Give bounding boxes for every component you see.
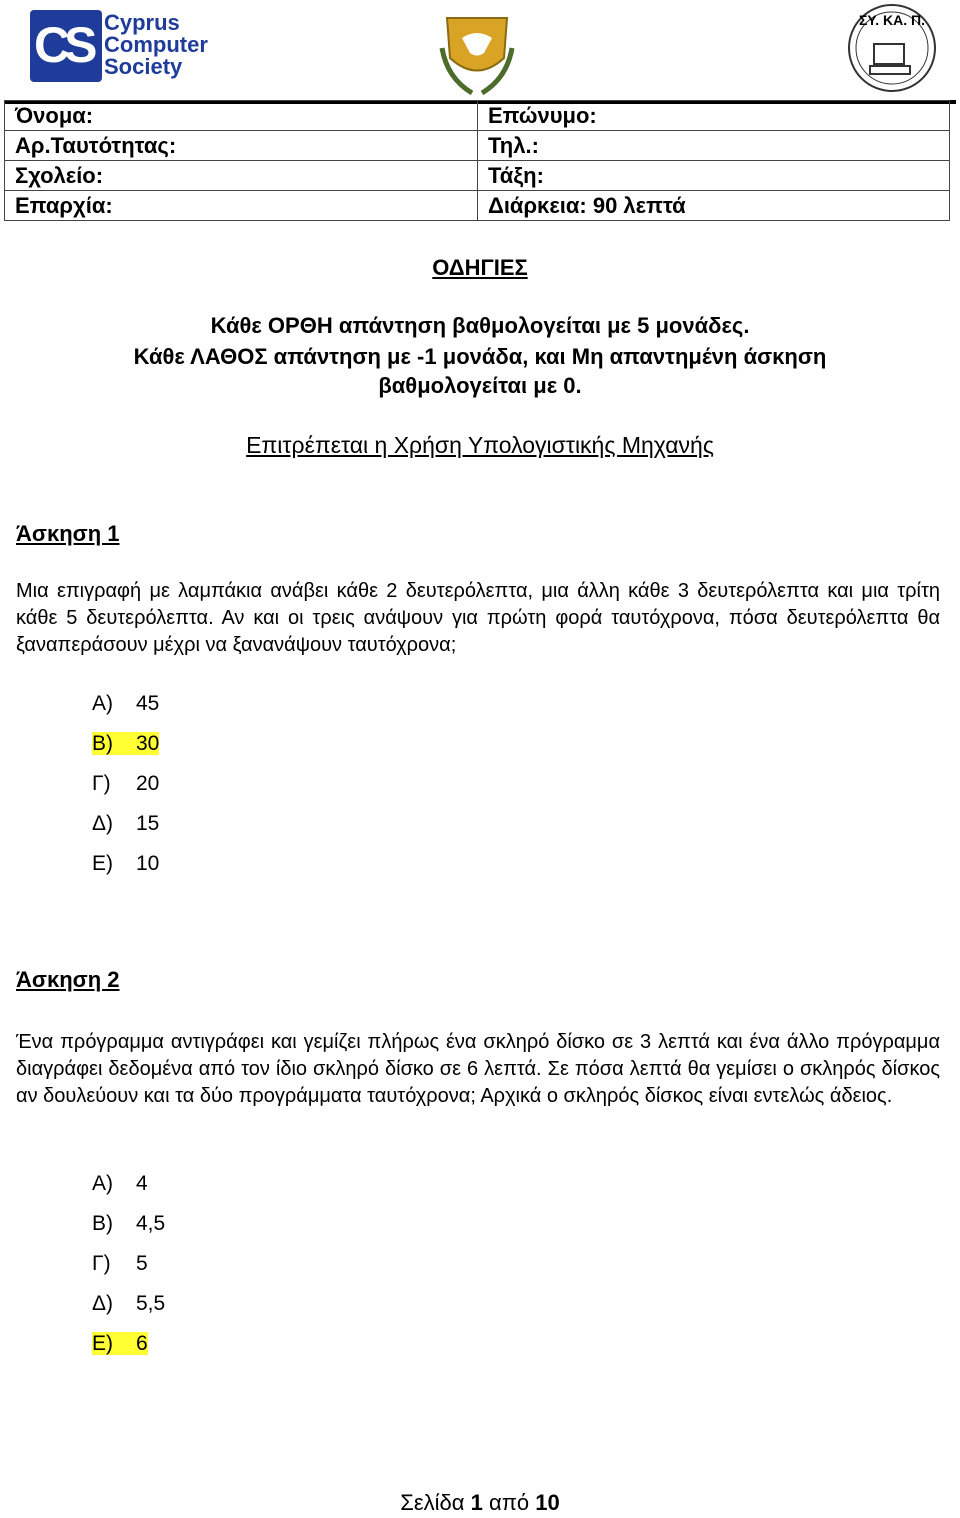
question-1-text: Μια επιγραφή με λαμπάκια ανάβει κάθε 2 δευτερόλεπτα, μια άλλη κάθε 3 δευτερόλεπτα και μια τρίτη κάθε 5 δευτερόλεπτα. Αν και οι τρεις ανάψουν για πρώτη φορά ταυτόχρονα, πόσα δευτερόλεπτα θα ξαναπεράσουν μέχρι να ξανανάψουν ταυτόχρονα; (16, 580, 940, 656)
sykap-emblem (846, 2, 938, 94)
option-c[interactable] (92, 1250, 165, 1278)
district-label: Επαρχία: (5, 191, 478, 221)
option-label: Α) (92, 1172, 113, 1195)
option-label: Α) (92, 692, 113, 715)
option-e-correct[interactable] (92, 1330, 165, 1358)
option-a[interactable] (92, 1170, 165, 1198)
duration-label: Διάρκεια: 90 λεπτά (478, 191, 950, 221)
option-value: 45 (136, 692, 160, 715)
table-row (5, 161, 950, 191)
footer-separator: από (482, 1490, 536, 1515)
student-info-table (4, 100, 950, 221)
cyprus-coat-of-arms-icon (432, 8, 522, 98)
calculator-notice: Επιτρέπεται η Χρήση Υπολογιστικής Μηχανής (246, 432, 714, 458)
option-label: Γ) (92, 1252, 111, 1275)
table-row (5, 101, 950, 131)
option-value: 20 (136, 772, 160, 795)
option-label: Ε) (92, 852, 113, 875)
id-number-label: Αρ.Ταυτότητας: (5, 131, 478, 161)
footer-prefix: Σελίδα (400, 1490, 471, 1515)
sykap-emblem-text: ΣΥ. ΚΑ. Π. (859, 12, 925, 28)
option-d[interactable] (92, 1290, 165, 1318)
instructions-title: ΟΔΗΓΙΕΣ (432, 255, 528, 280)
cyprus-computer-society-logo (30, 8, 210, 88)
class-label: Τάξη: (478, 161, 950, 191)
logo-line-1: Cyprus (104, 10, 180, 35)
option-value: 4 (136, 1172, 148, 1195)
instructions-line-3: βαθμολογείται με 0. (378, 373, 582, 398)
option-a[interactable] (92, 690, 159, 718)
question-2-text: Ένα πρόγραμμα αντιγράφει και γεμίζει πλήρως ένα σκληρό δίσκο σε 3 λεπτά και ένα άλλο πρόγραμμα διαγράφει δεδομένα από τον ίδιο σκληρό δίσκο σε 6 λεπτά. Σε πόσα λεπτά θα γεμίσει ο σκληρός δίσκος αν δουλεύουν και τα δύο προγράμματα ταυτόχρονα; Αρχικά ο σκληρός δίσκος είναι εντελώς άδειος. (16, 1031, 940, 1107)
ccs-logo-letters: CS (34, 17, 92, 73)
option-label: Δ) (92, 812, 114, 835)
instructions-line-2: Κάθε ΛΑΘΟΣ απάντηση με -1 μονάδα, και Μη απαντημένη άσκηση (133, 344, 827, 369)
table-row (5, 131, 950, 161)
current-page: 1 (470, 1490, 483, 1515)
option-label: Δ) (92, 1292, 114, 1315)
option-value: 5,5 (136, 1292, 166, 1315)
option-value: 4,5 (136, 1212, 166, 1235)
option-label: Β) (92, 732, 113, 755)
option-b-correct[interactable] (92, 730, 159, 758)
option-d[interactable] (92, 810, 159, 838)
option-value: 30 (136, 732, 160, 755)
question-2-options (92, 1170, 165, 1358)
logo-line-3: Society (104, 54, 183, 79)
instructions-line-1: Κάθε ΟΡΘΗ απάντηση βαθμολογείται με 5 μονάδες. (210, 313, 750, 338)
option-label: Ε) (92, 1332, 113, 1355)
option-c[interactable] (92, 770, 159, 798)
option-e[interactable] (92, 850, 159, 878)
ccs-logo-mark (30, 10, 102, 82)
question-1-title: Άσκηση 1 (16, 521, 120, 546)
last-name-label: Επώνυμο: (478, 101, 950, 131)
phone-label: Τηλ.: (478, 131, 950, 161)
table-row (5, 191, 950, 221)
page-footer (0, 1490, 960, 1516)
option-value: 10 (136, 852, 160, 875)
ccs-logo-wordmark (104, 12, 208, 78)
total-pages: 10 (535, 1490, 560, 1515)
option-label: Γ) (92, 772, 111, 795)
option-b[interactable] (92, 1210, 165, 1238)
first-name-label: Όνομα: (5, 101, 478, 131)
logo-line-2: Computer (104, 32, 208, 57)
question-2-title: Άσκηση 2 (16, 967, 120, 992)
option-value: 5 (136, 1252, 148, 1275)
school-label: Σχολείο: (5, 161, 478, 191)
option-value: 6 (136, 1332, 148, 1355)
option-label: Β) (92, 1212, 113, 1235)
question-1-options (92, 690, 159, 878)
option-value: 15 (136, 812, 160, 835)
